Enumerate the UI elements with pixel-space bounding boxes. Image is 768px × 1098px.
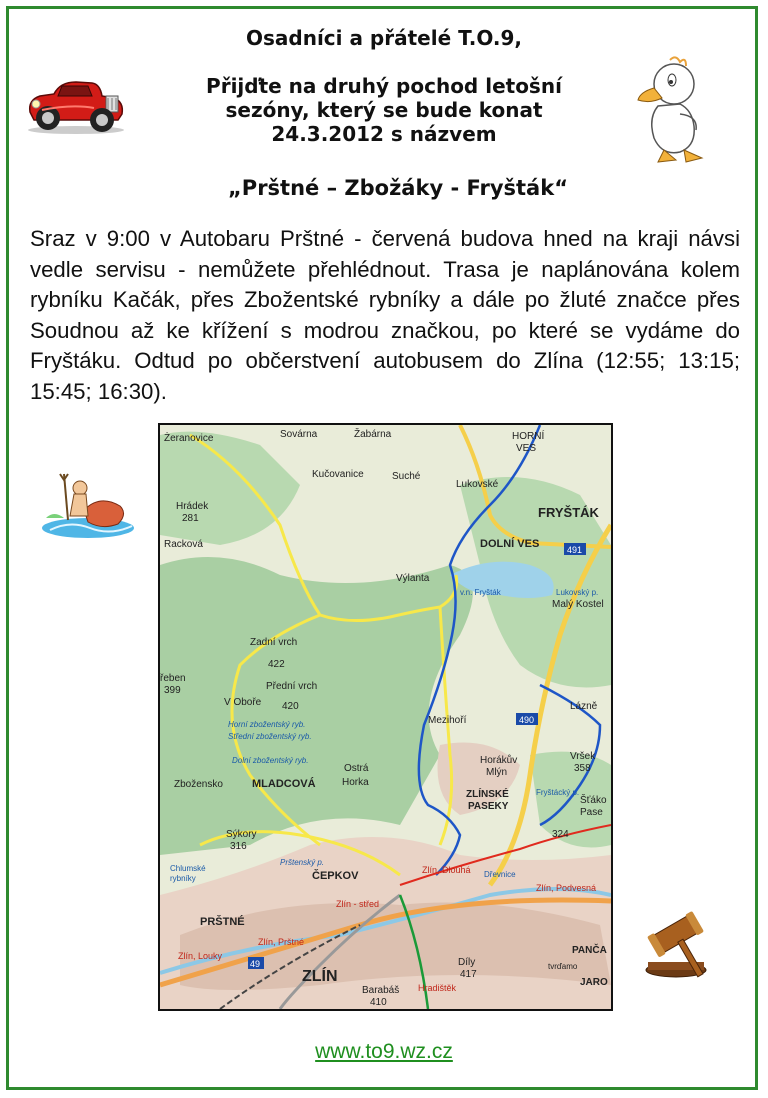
map-label-dily-alt: 417 <box>460 969 477 980</box>
map-label-dily: Díly <box>458 957 476 968</box>
map-label-zeranovice: Żeranovice <box>164 433 214 444</box>
map-label-suche: Suché <box>392 471 421 482</box>
map-label-zadni-vrch: Zadní vrch <box>250 637 298 648</box>
map-label-zlin-louky: Zlín, Louky <box>178 951 223 961</box>
map-label-drevnice: Dřevnice <box>484 870 516 879</box>
map-label-vrsek: Vršek <box>570 751 596 762</box>
map-label-lukovsky-p: Lukovský p. <box>556 588 599 597</box>
map-label-horni-ryb: Horní zbožentský ryb. <box>228 720 306 729</box>
map-label-dolni-ryb: Dolní zbožentský ryb. <box>232 756 309 765</box>
route-map <box>158 423 613 1011</box>
website-link[interactable]: www.to9.wz.cz <box>315 1040 453 1063</box>
map-label-maly-kostel: Malý Kostel <box>552 599 604 610</box>
map-label-zlinske: ZLÍNSKÉ <box>466 789 509 800</box>
map-label-barabas: Barabáš <box>362 985 400 996</box>
map-label-hradistek: Hradištěk <box>418 983 457 993</box>
map-label-stredni-ryb: Střední zbožentský ryb. <box>228 732 312 741</box>
map-label-mlyn: Mlýn <box>486 767 508 778</box>
map-label-horni-ves: HORNÍ <box>512 431 545 442</box>
invitation-line-1: Přijďte na druhý pochod letošní <box>206 74 562 98</box>
map-label-zlin-prstne: Zlín, Prštné <box>258 937 305 947</box>
map-label-alt410: 410 <box>370 997 387 1008</box>
map-label-road49: 49 <box>250 959 261 969</box>
neptune-icon <box>40 470 136 540</box>
map-label-vylanta: Výlanta <box>396 573 430 584</box>
map-label-dolni-ves: DOLNÍ VES <box>480 538 540 550</box>
invitation-line-2: sezóny, který se bude konat <box>225 98 543 122</box>
description-paragraph: Sraz v 9:00 v Autobaru Prštné - červená budova hned na kraji návsi vedle servisu - nemůžete přehlédnout. Trasa je naplánována kolem rybníku Kačák, přes Zbožentské rybníky a dále po žluté značce přes Soudnou až ke křížení s modrou značkou, po které se vydáme do Fryštáku. Odtud po občerstvení autobusem do Zlína (12:55; 13:15; 15:45; 16:30). <box>30 226 740 404</box>
map-label-horni-ves-2: VES <box>516 443 537 454</box>
map-label-v-obore: V Oboře <box>224 697 262 708</box>
map-label-sakove: Šťáko <box>580 795 607 806</box>
map-label-paseky: PASEKY <box>468 801 509 812</box>
map-label-frystacky-p: Fryštácký p. <box>536 788 580 797</box>
map-label-cepkov: ČEPKOV <box>312 870 359 882</box>
map-label-sovarna: Sovárna <box>280 429 318 440</box>
map-label-zadni-alt: 422 <box>268 659 285 670</box>
map-label-road491: 491 <box>567 545 583 555</box>
map-label-hreben-alt: 399 <box>164 685 181 696</box>
map-label-zbozensko: Zbožensko <box>174 779 223 790</box>
map-label-horka: Horka <box>342 777 369 788</box>
map-label-sykory: Sýkory <box>226 829 257 840</box>
map-label-kucovanice: Kučovanice <box>312 469 364 480</box>
map-label-jaro: JARO <box>580 977 608 988</box>
map-label-vn-frystak: v.n. Fryšták <box>460 588 501 597</box>
map-label-pase: Pase <box>580 807 603 818</box>
map-label-zlin: ZLÍN <box>302 968 338 985</box>
map-label-vrsek-alt: 358 <box>574 763 591 774</box>
map-label-ostra: Ostrá <box>344 763 369 774</box>
map-label-predni-alt: 420 <box>282 701 299 712</box>
map-label-alt324: 324 <box>552 829 569 840</box>
map-label-rybniky: rybníky <box>170 874 196 883</box>
map-label-hradek: Hrádek <box>176 501 209 512</box>
map-label-horakuv: Horákův <box>480 755 518 766</box>
map-label-mladcova: MLADCOVÁ <box>252 778 316 790</box>
route-name: „Prštné – Zbožáky - Fryšták“ <box>228 176 568 200</box>
map-label-hreben: řeben <box>160 673 186 684</box>
duck-icon <box>636 54 706 166</box>
map-label-panca: PANČA <box>572 945 607 956</box>
map-label-rackova: Racková <box>164 539 203 550</box>
map-label-lukovske: Lukovské <box>456 479 499 490</box>
map-label-prstensky: Prštenský p. <box>280 858 325 867</box>
map-label-hradek-alt: 281 <box>182 513 199 524</box>
map-label-zabarna: Žabárna <box>354 429 392 440</box>
map-label-zlin-stred: Zlín - střed <box>336 899 380 909</box>
gavel-icon <box>640 904 732 980</box>
map-label-mezihori: Mezihoří <box>428 715 467 726</box>
map-label-road490: 490 <box>519 715 535 725</box>
map-label-sykory-alt: 316 <box>230 841 247 852</box>
map-label-predni-vrch: Přední vrch <box>266 681 318 692</box>
map-label-lazne: Lázně <box>570 701 598 712</box>
map-label-zlin-podvesna: Zlín, Podvesná <box>536 883 597 893</box>
event-description <box>30 224 740 407</box>
map-label-prstne: PRŠTNÉ <box>200 916 245 928</box>
map-label-chlumske: Chlumské <box>170 864 206 873</box>
map-label-frystak: FRYŠTÁK <box>538 505 599 520</box>
map-label-zlin-dlouha: Zlín, Dlouhá <box>422 865 471 875</box>
invitation-line-3: 24.3.2012 s názvem <box>271 122 497 146</box>
red-car-icon <box>22 74 128 136</box>
map-label-tvrdamo: tvrďamo <box>548 962 578 971</box>
greeting-heading: Osadníci a přátelé T.O.9, <box>245 26 522 50</box>
